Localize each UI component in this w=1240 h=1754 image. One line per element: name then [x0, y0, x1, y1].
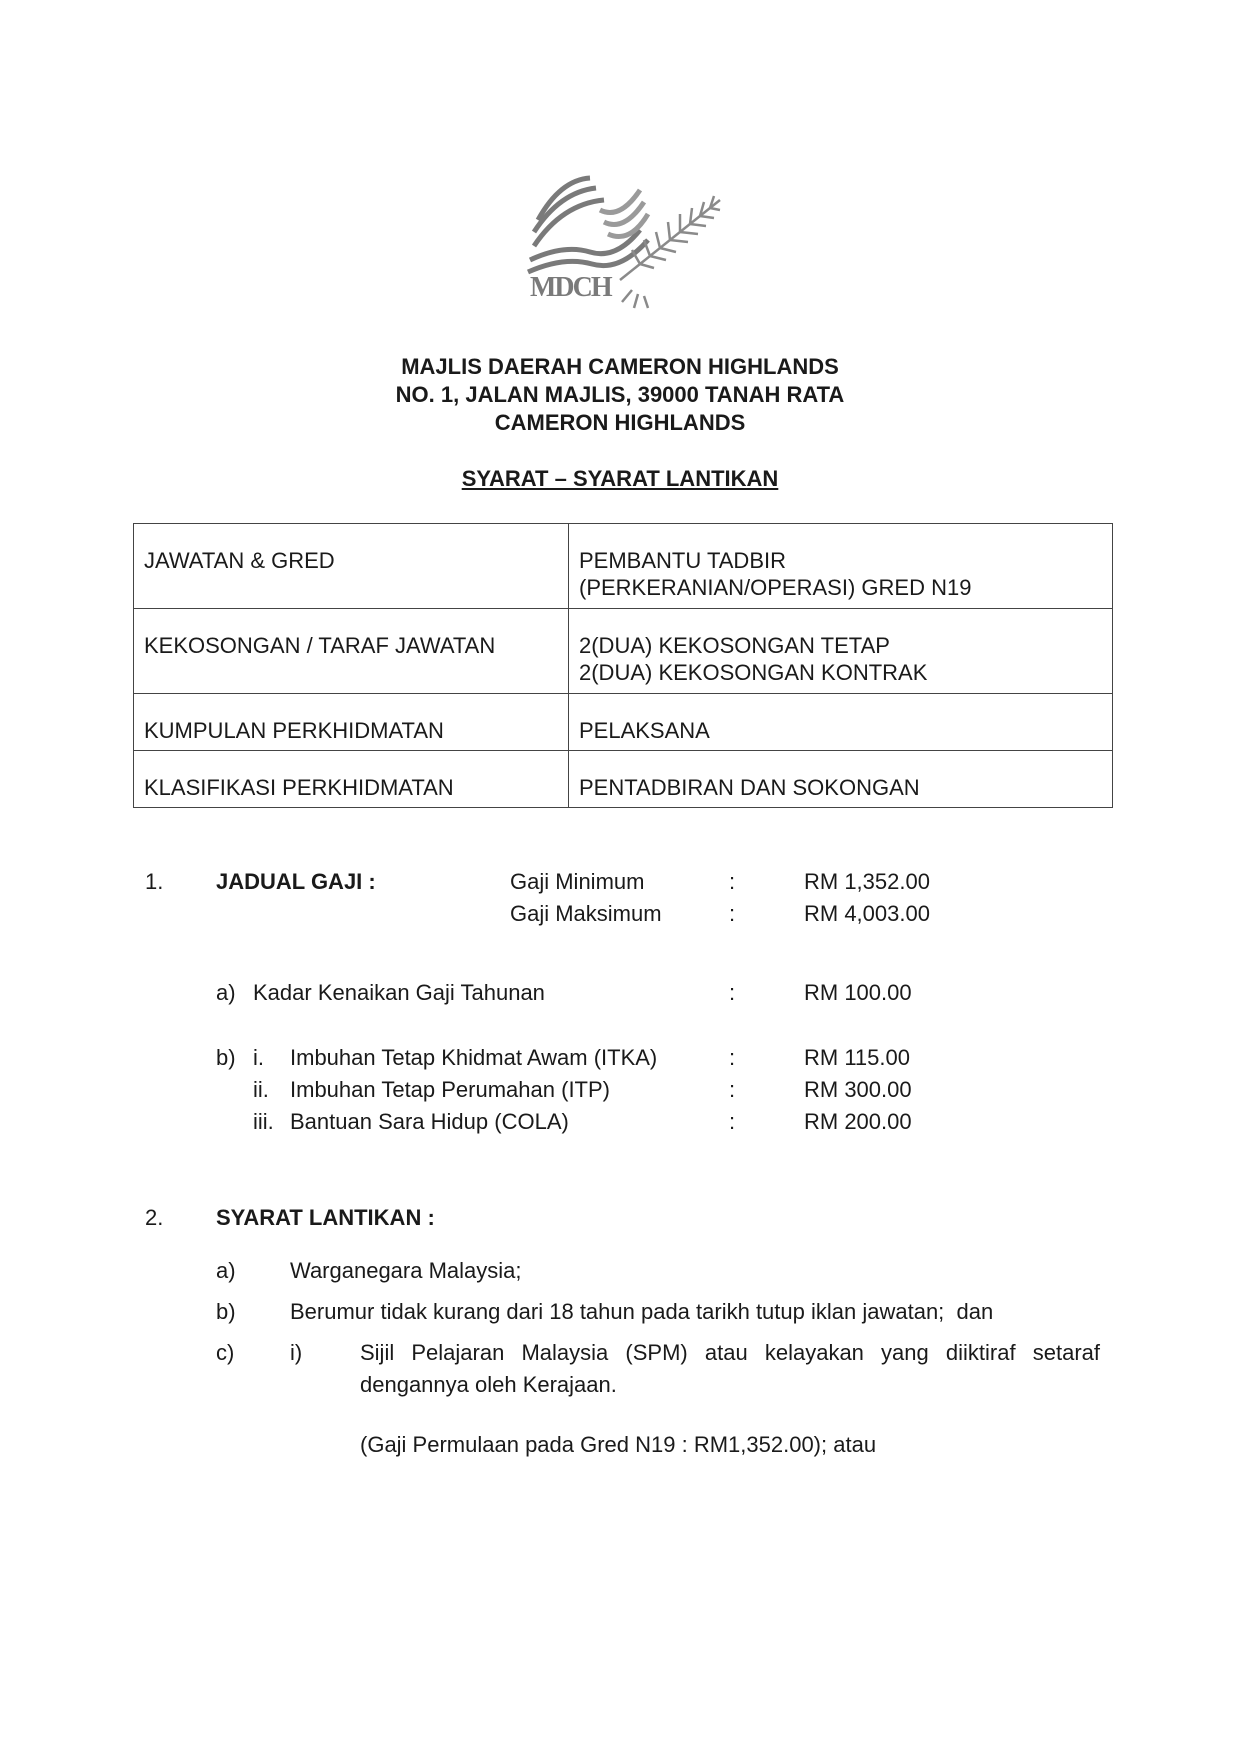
row-label: KLASIFIKASI PERKHIDMATAN: [134, 751, 569, 808]
imbuhan-label: Imbuhan Tetap Khidmat Awam (ITKA): [290, 1045, 658, 1070]
gaji-min-label: Gaji Minimum: [510, 869, 645, 894]
table-row: [134, 751, 1113, 808]
row-label: JAWATAN & GRED: [134, 524, 569, 609]
syarat-a-text: Warganegara Malaysia;: [290, 1258, 522, 1283]
item-c-marker: c): [216, 1340, 235, 1365]
org-address: NO. 1, JALAN MAJLIS, 39000 TANAH RATA: [395, 382, 845, 407]
colon: :: [729, 869, 736, 894]
imbuhan-num: ii.: [253, 1077, 269, 1102]
item-a-marker: a): [216, 1258, 236, 1283]
position-info-table: [133, 523, 1113, 808]
colon: :: [729, 901, 736, 926]
value-line: PEMBANTU TADBIR: [579, 548, 786, 573]
item-a-marker: a): [216, 980, 236, 1005]
syarat-b-text: Berumur tidak kurang dari 18 tahun pada tarikh tutup iklan jawatan; dan: [290, 1299, 994, 1324]
section2-title: SYARAT LANTIKAN :: [216, 1205, 435, 1230]
colon: :: [729, 1109, 736, 1134]
section1-title: JADUAL GAJI :: [216, 869, 376, 894]
row-value: [569, 751, 1113, 808]
syarat-c-text-line2: dengannya oleh Kerajaan.: [360, 1372, 617, 1397]
item-c-sub-marker: i): [290, 1340, 303, 1365]
imbuhan-value: RM 115.00: [804, 1045, 910, 1070]
value-line: 2(DUA) KEKOSONGAN TETAP: [579, 633, 890, 658]
gaji-max-label: Gaji Maksimum: [510, 901, 662, 926]
imbuhan-num: iii.: [253, 1109, 274, 1134]
colon: :: [729, 980, 736, 1005]
mdch-logo: [520, 160, 740, 320]
section2-number: 2.: [145, 1205, 164, 1230]
table-row: [134, 609, 1113, 694]
syarat-c-text-line1: Sijil Pelajaran Malaysia (SPM) atau kelayakan yang diiktiraf setaraf: [360, 1340, 1100, 1365]
table-row: [134, 524, 1113, 609]
gaji-max-value: RM 4,003.00: [804, 901, 930, 926]
imbuhan-label: Bantuan Sara Hidup (COLA): [290, 1109, 569, 1134]
kenaikan-label: Kadar Kenaikan Gaji Tahunan: [253, 980, 545, 1005]
row-value: [569, 694, 1113, 751]
value-line: PELAKSANA: [579, 718, 710, 743]
row-value: [569, 524, 1113, 609]
gaji-permulaan-note: (Gaji Permulaan pada Gred N19 : RM1,352.00); atau: [360, 1432, 877, 1457]
table-row: [134, 694, 1113, 751]
imbuhan-value: RM 300.00: [804, 1077, 912, 1102]
imbuhan-label: Imbuhan Tetap Perumahan (ITP): [290, 1077, 610, 1102]
colon: :: [729, 1045, 736, 1070]
row-value: [569, 609, 1113, 694]
item-b-marker: b): [216, 1045, 236, 1070]
imbuhan-value: RM 200.00: [804, 1109, 912, 1134]
org-city: CAMERON HIGHLANDS: [494, 410, 746, 435]
row-label: KUMPULAN PERKHIDMATAN: [134, 694, 569, 751]
row-label: KEKOSONGAN / TARAF JAWATAN: [134, 609, 569, 694]
imbuhan-num: i.: [253, 1045, 264, 1070]
section1-number: 1.: [145, 869, 164, 894]
value-line: 2(DUA) KEKOSONGAN KONTRAK: [579, 660, 928, 685]
gaji-min-value: RM 1,352.00: [804, 869, 930, 894]
value-line: PENTADBIRAN DAN SOKONGAN: [579, 775, 920, 800]
value-line: (PERKERANIAN/OPERASI) GRED N19: [579, 575, 972, 600]
logo-text: MDCH: [530, 272, 611, 303]
kenaikan-value: RM 100.00: [804, 980, 912, 1005]
colon: :: [729, 1077, 736, 1102]
item-b-marker: b): [216, 1299, 236, 1324]
org-name: MAJLIS DAERAH CAMERON HIGHLANDS: [401, 354, 839, 379]
document-title: SYARAT – SYARAT LANTIKAN: [461, 466, 779, 491]
